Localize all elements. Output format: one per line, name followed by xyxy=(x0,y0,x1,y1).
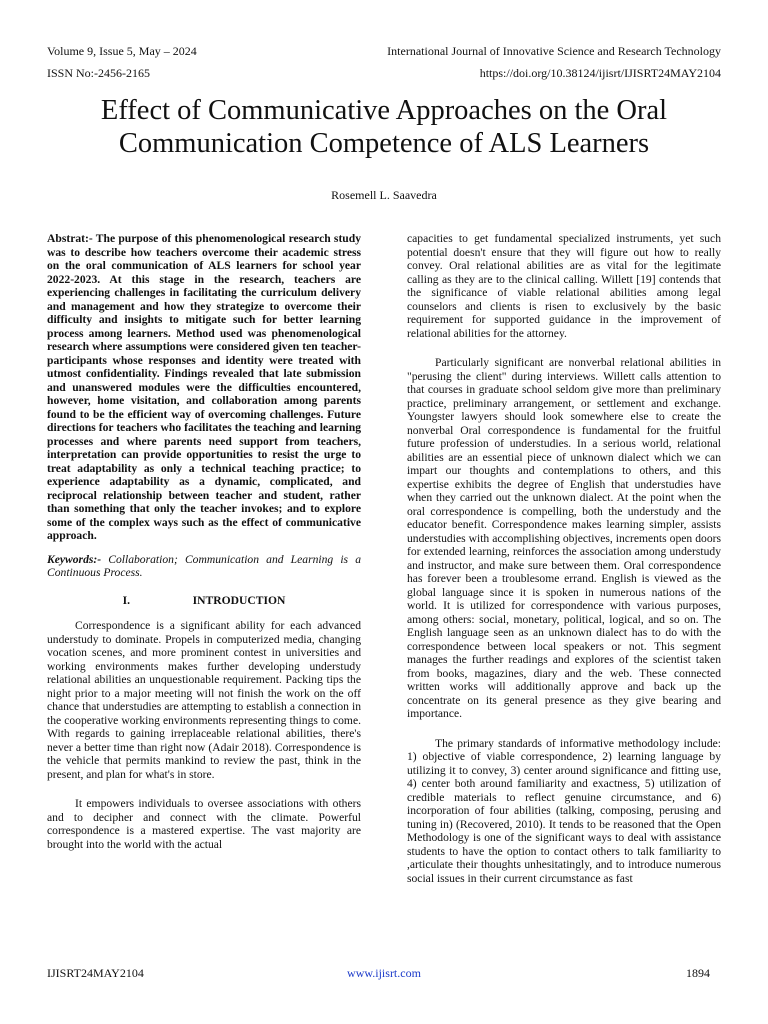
doi-link[interactable]: https://doi.org/10.38124/ijisrt/IJISRT24MAY2104 xyxy=(479,66,721,80)
intro-paragraph-3: capacities to get fundamental specialized instruments, yet such potential doesn't ensure that they will figure out how to really convey. Oral relational abilities are as vital for the legitimate calling as they are to the clinical calling. Willett [19] contends that the significance of viable relational abilities among legal counselors and clients is risen to exclusively by the basic requirement for supported guidance in the improvement of relational abilities for the attorney. xyxy=(407,232,721,340)
abstract: Abstrat:- The purpose of this phenomenological research study was to describe how teachers overcome their academic stress on the oral communication of ALS learners for school year 2022-2023. At this stage in the research, teachers are experiencing challenges in facilitating the curriculum delivery and management and how they strategize to overcome their difficulty and insights to mitigate such for better learning process among learners. Method used was phenomenological research where assumptions were considered given ten teacher-participants whose responses and identity were treated with utmost confidentiality. Findings revealed that late submission and unanswered modules were the difficulties encountered, however, home visitation, and collaboration among parents found to be the efficient way of overcoming challenges. Future directions for teachers who facilitates the teaching and learning processes and where parents need support from teachers, interpretation can provide opportunities to resist the urge to treat adaptability as only a technical teaching practice; to experience adaptability as a dynamic, complicated, and reciprocal relationship between teacher and student, rather than something that only the teacher invokes; and to explore some of the complex ways such as the effect of communicative approach. xyxy=(47,232,361,542)
paper-title-line-2: Communication Competence of ALS Learners xyxy=(118,128,650,159)
section-title: INTRODUCTION xyxy=(192,593,286,607)
issn: ISSN No:-2456-2165 xyxy=(47,66,151,80)
intro-paragraph-5: The primary standards of informative methodology include: 1) objective of viable correspondence, 2) learning language by utilizing it to convey, 3) center around significance and fitting use, 4) center both around familiarity and exactness, 5) utilization of credible materials to reflect genuine circumstance, and 6) incorporation of four abilities (talking, composing, perusing and tuning in) (Recovered, 2010). It tends to be reasoned that the Open Methodology is one of the significant ways to deal with assistance students to have the option to contact others to talk familiarity to ,articulate their thoughts unhesitatingly, and to introduce numerous social issues in their current circumstance as fast xyxy=(407,736,721,885)
page-number: 1894 xyxy=(686,966,710,980)
intro-paragraph-4: Particularly significant are nonverbal relational abilities in "perusing the client" during interviews. Willett calls attention to that courses in graduate school seldom give more than preliminary practice, preliminary arrangement, or settlement and exchange. Youngster lawyers should look somewhere else to create the nonverbal Oral correspondence is fundamental for the fruitful future profession of understudies. In a serious world, relational abilities are an essential piece of unknown dialect which we can impart our thoughts and contemplations to others, and this expertise exhibits the degree of English that understudies have when they carried out the unknown dialect. At the point when the oral correspondence is compelling, both the understudy and the educator benefit. Correspondence makes learning simpler, assists understudies with accomplishing objectives, increments open doors for extended learning, reinforces the association among understudy and instructor, and make sure between them. Oral correspondence has forever been a troublesome errand. English is viewed as the global language since it is spoken in numerous nations of the world. It is utilized for correspondence with various purposes, among others: social, monetary, political, logical, and so on. The English language seen as an unknown dialect has to do with the correspondence between local speakers or not. This segment manages the further readings and explores of the scientist taken from books, magazines, diary and the web. These connected written works will additionally approve and back up the concentrate on its general presence as they give bearing and importance. xyxy=(407,356,721,720)
left-column xyxy=(47,232,361,851)
footer-code: IJISRT24MAY2104 xyxy=(47,966,144,980)
footer-site-link[interactable]: www.ijisrt.com xyxy=(347,966,421,980)
author-name: Rosemell L. Saavedra xyxy=(331,188,437,202)
volume-info: Volume 9, Issue 5, May – 2024 xyxy=(47,44,197,58)
section-number: I. xyxy=(122,593,131,607)
keywords-label: Keywords:- xyxy=(47,552,102,566)
keywords-text: Collaboration; Communication and Learning is a Continuous Process. xyxy=(47,552,361,579)
right-column xyxy=(407,232,721,885)
journal-name: International Journal of Innovative Science and Research Technology xyxy=(387,44,721,58)
paper-title xyxy=(40,94,728,160)
keywords xyxy=(47,553,361,580)
section-heading xyxy=(47,594,361,608)
paper-title-line-1: Effect of Communicative Approaches on the Oral xyxy=(100,95,668,126)
intro-paragraph-2: It empowers individuals to oversee associations with others and to decipher and connect with the climate. Powerful correspondence is a mastered expertise. The vast majority are brought into the world with the actual xyxy=(47,797,361,851)
intro-paragraph-1: Correspondence is a significant ability for each advanced understudy to dominate. Propels in computerized media, changing vocation scenes, and more prominent contest in universities and working environments makes further developing understudy relational abilities an unquestionable requirement. Packing tips the night prior to a major meeting will not finish the work on the off chance that understudies are attempting to establish a connection in the cooperative working environments representing things to come. With regards to gaining irreplaceable relational abilities, there's never a better time than right now (Adair 2018). Correspondence is the vehicle that permits mankind to review the past, think in the present, and plan for what's in store. xyxy=(47,619,361,781)
